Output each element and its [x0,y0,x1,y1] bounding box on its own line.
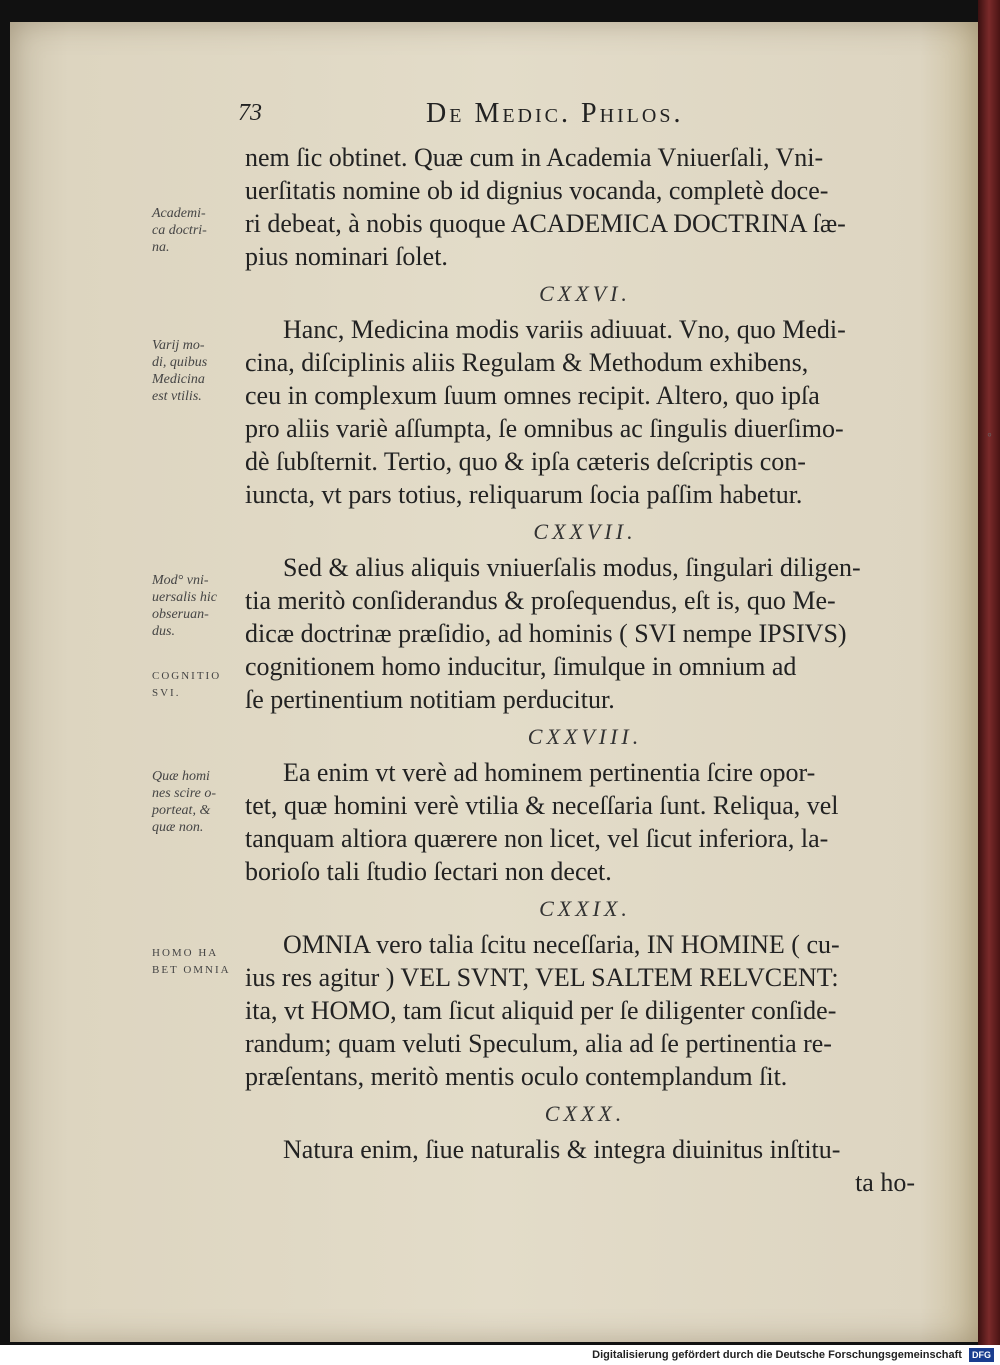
text-line: cognitionem homo inducitur, ſimulque in omnium ad [245,652,797,681]
section-numeral: CXXIX. [539,896,631,921]
text-line: ſe pertinentium notitiam perducitur. [245,685,615,714]
footer-bar [0,1345,1000,1365]
text-line: Natura enim, ſiue naturalis & integra diuinitus inſtitu- [283,1135,841,1164]
margin-line: Varij mo- [152,338,205,353]
marginal-note-cognitio-sui [152,668,252,702]
margin-line: Medicina [152,372,205,387]
text-line: Sed & alius aliquis vniuerſalis modus, ſingulari diligen- [283,553,861,582]
text-line: tia meritò conſiderandus & proſequendus, eſt is, quo Me- [245,586,836,615]
section-numeral: CXXVII. [533,519,637,544]
margin-line: obseruan- [152,607,209,622]
text-line: nem ſic obtinet. Quæ cum in Academia Vniuerſali, Vni- [245,143,824,172]
marginal-note-academica [152,205,252,256]
text-line: iuncta, vt pars totius, reliquarum ſocia paſſim habetur. [245,480,803,509]
book-spine-edge [978,0,1000,1345]
margin-line: porteat, & [152,803,211,818]
marginal-note-varij-modi [152,337,252,405]
text-line: ita, vt HOMO, tam ſicut aliquid per ſe diligenter conſide- [245,996,837,1025]
margin-line: di, quibus [152,355,208,370]
text-line: pro aliis variè aſſumpta, ſe omnibus ac ſingulis diuerſimo- [245,414,844,443]
text-line: uerſitatis nomine ob id dignius vocanda, completè doce- [245,176,829,205]
margin-line: BET OMNIA [152,964,231,976]
margin-line: ca doctri- [152,223,207,238]
margin-line: quæ non. [152,820,204,835]
text-line: tanquam altiora quærere non licet, vel ſicut inferiora, la- [245,824,829,853]
footer-text: Digitalisierung gefördert durch die Deutsche Forschungsgemeinschaft [592,1349,962,1361]
text-line: ri debeat, à nobis quoque ACADEMICA DOCTRINA ſæ- [245,209,846,238]
margin-line: dus. [152,624,175,639]
catchword: ta ho- [855,1168,915,1197]
page-mark: ◦ [987,428,992,443]
text-line: præſentans, meritò mentis oculo contemplandum ſit. [245,1062,788,1091]
margin-line: na. [152,240,170,255]
text-line: pius nominari ſolet. [245,242,448,271]
text-line: Ea enim vt verè ad hominem pertinentia ſcire opor- [283,758,816,787]
text-line: ius res agitur ) VEL SVNT, VEL SALTEM RELVCENT: [245,963,839,992]
marginal-note-modus [152,572,252,640]
text-line: cina, diſciplinis aliis Regulam & Methodum exhibens, [245,348,809,377]
margin-line: COGNITIO [152,670,222,682]
marginal-note-homo-habet [152,945,252,979]
text-line: tet, quæ homini verè vtilia & neceſſaria ſunt. Reliqua, vel [245,791,839,820]
margin-line: nes scire o- [152,786,217,801]
page-number: 73 [238,100,262,126]
text-line: randum; quam veluti Speculum, alia ad ſe pertinentia re- [245,1029,832,1058]
marginal-note-quae-homines [152,768,252,836]
section-numeral: CXXVIII. [527,724,643,749]
margin-line: SVI. [152,687,181,699]
margin-line: uersalis hic [152,590,217,605]
text-line: OMNIA vero talia ſcitu neceſſaria, IN HOMINE ( cu- [283,930,840,959]
text-line: borioſo tali ſtudio ſectari non decet. [245,857,612,886]
running-header [238,100,938,134]
margin-line: Mod° vni- [152,573,209,588]
main-text [245,142,925,1200]
text-line: dè ſubſternit. Tertio, quo & ipſa cæteris deſcriptis con- [245,447,806,476]
text-line: Hanc, Medicina modis variis adiuuat. Vno, quo Medi- [283,315,846,344]
text-line: dicæ doctrinæ præſidio, ad hominis ( SVI nempe IPSIVS) [245,619,847,648]
margin-line: est vtilis. [152,389,202,404]
section-numeral: CXXX. [544,1101,626,1126]
dfg-logo: DFG [969,1348,994,1362]
text-line: ceu in complexum ſuum omnes recipit. Altero, quo ipſa [245,381,820,410]
margin-line: Academi- [152,206,206,221]
margin-line: Quæ homi [152,769,210,784]
running-title: De Medic. Philos. [426,98,684,129]
margin-line: HOMO HA [152,947,219,959]
section-numeral: CXXVI. [539,281,631,306]
